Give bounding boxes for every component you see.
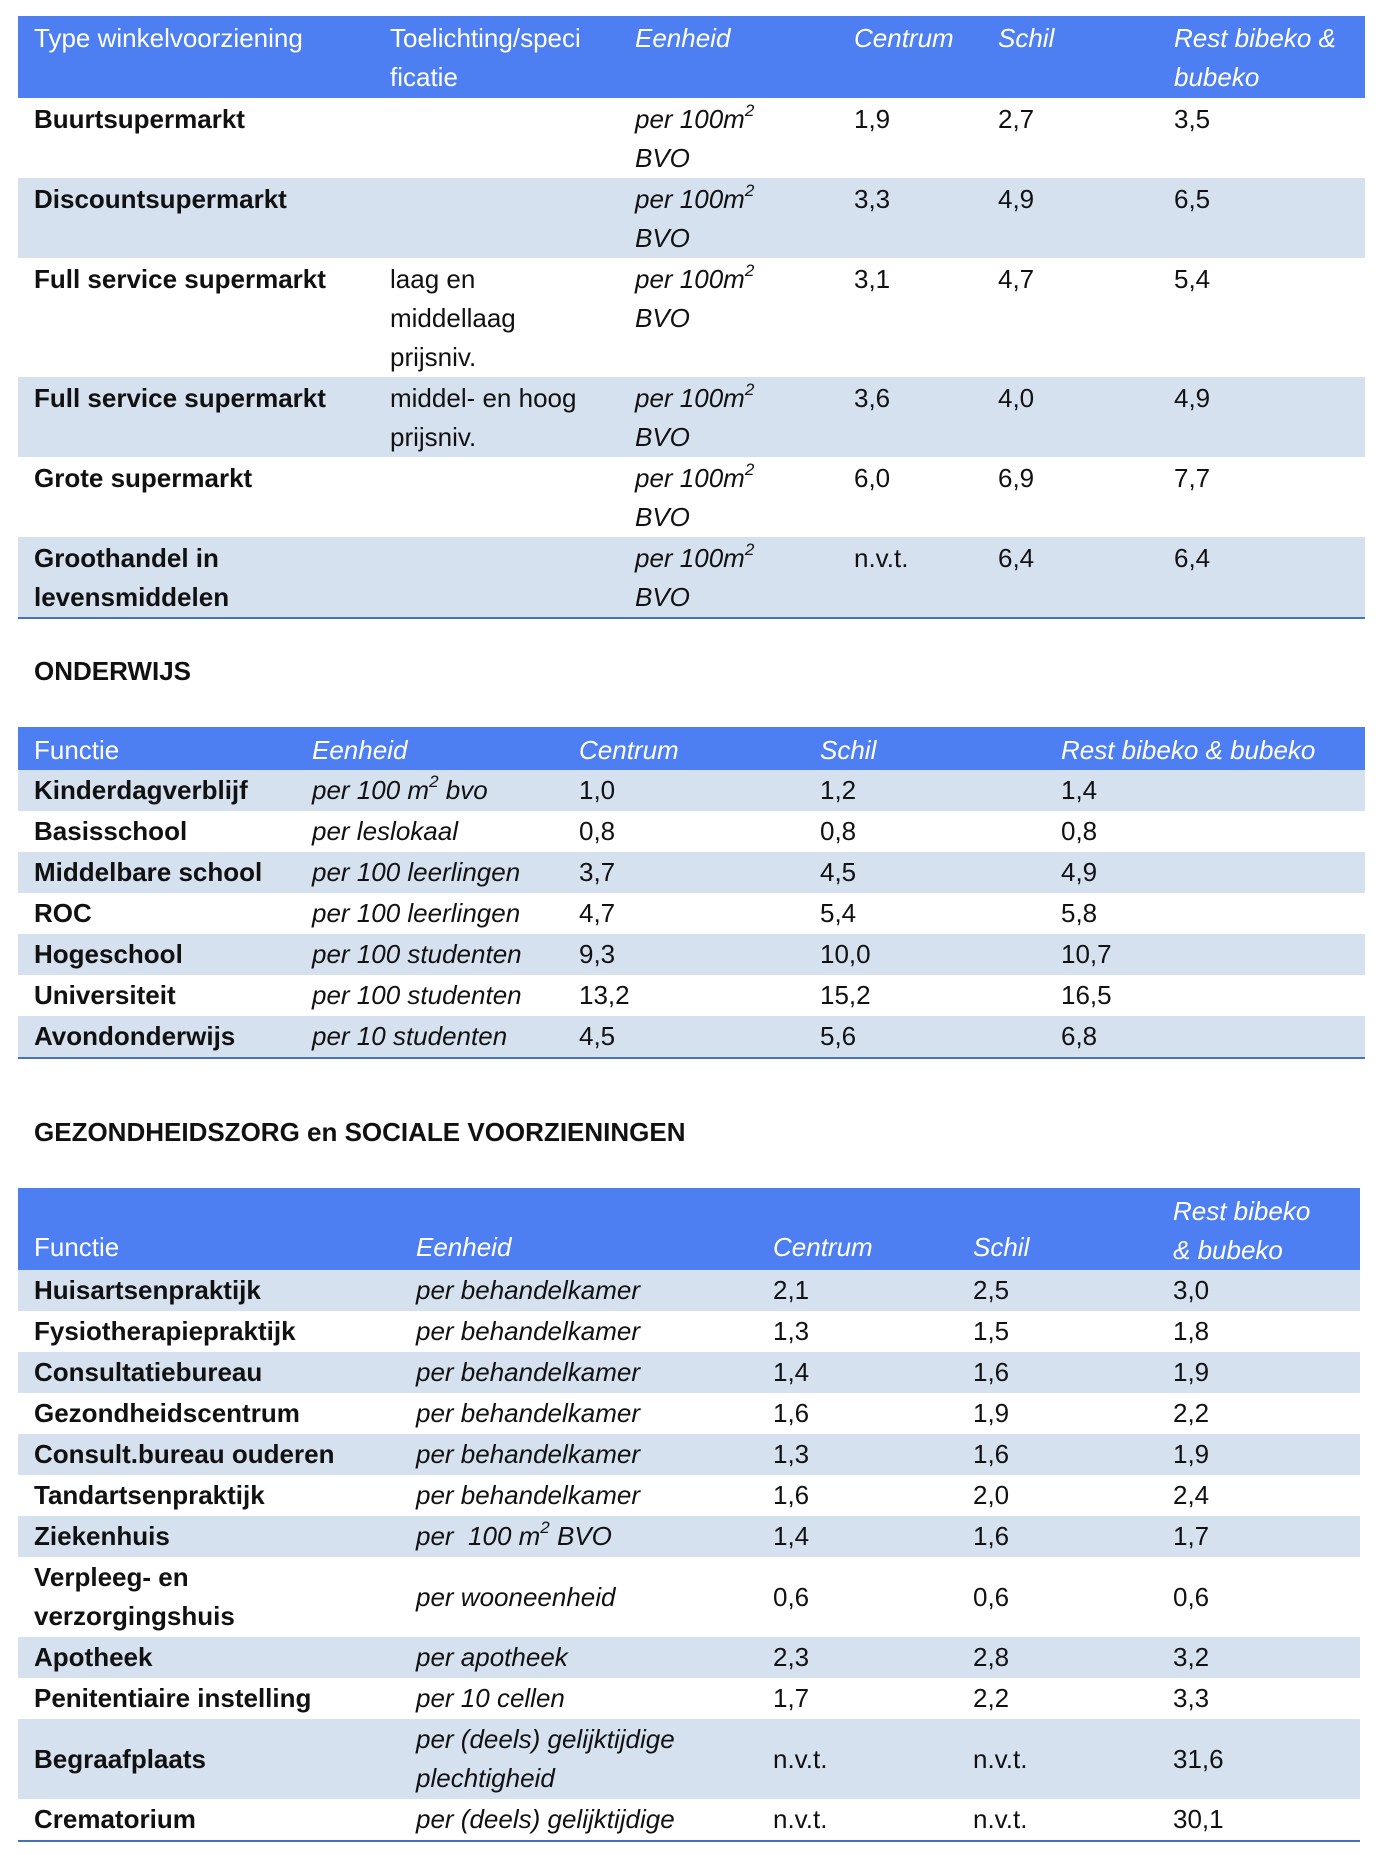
- row-unit: per 100 leerlingen: [312, 898, 521, 928]
- row-name: Groothandel in levensmiddelen: [18, 537, 374, 617]
- col-header-rest: Rest bibeko & bubeko: [1045, 727, 1365, 770]
- row-name: Kinderdagverblijf: [18, 770, 296, 811]
- row-centrum: 0,6: [773, 1581, 810, 1612]
- education-table: [18, 727, 1365, 1059]
- row-schil: 4,0: [982, 377, 1158, 457]
- row-spec: laag en middellaag prijsniv.: [390, 264, 516, 372]
- table-row: [18, 1270, 1360, 1311]
- row-name: Grote supermarkt: [34, 463, 253, 493]
- row-rest: 1,4: [1045, 770, 1365, 811]
- row-schil: 4,9: [982, 178, 1158, 258]
- row-spec: [374, 457, 619, 537]
- row-rest: 4,9: [1158, 377, 1365, 457]
- row-name: Consultatiebureau: [18, 1352, 400, 1393]
- row-centrum: 1,9: [854, 104, 891, 134]
- health-header-row: [18, 1188, 1360, 1270]
- row-centrum: 6,0: [854, 463, 891, 493]
- table-row: [18, 811, 1365, 852]
- row-rest: 5,4: [1174, 264, 1211, 294]
- row-schil: 6,9: [998, 463, 1035, 493]
- row-centrum: 1,0: [563, 770, 804, 811]
- row-rest: 0,8: [1061, 816, 1098, 846]
- row-centrum: 4,5: [563, 1016, 804, 1057]
- row-name: Verpleeg- en verzorgingshuis: [34, 1562, 235, 1631]
- education-header-row: [18, 727, 1365, 770]
- row-centrum: 2,1: [757, 1270, 957, 1311]
- row-unit: per 10 studenten: [296, 1016, 563, 1057]
- row-schil: n.v.t.: [957, 1719, 1157, 1799]
- row-centrum: 1,3: [757, 1434, 957, 1475]
- table-row: [18, 377, 1365, 457]
- row-name: Begraafplaats: [18, 1719, 400, 1799]
- table-row: [18, 1799, 1360, 1840]
- row-unit: per 10 cellen: [416, 1683, 565, 1713]
- row-spec: [374, 178, 619, 258]
- col-header-functie: Functie: [18, 727, 296, 770]
- col-header-centrum: Centrum: [838, 16, 982, 98]
- col-header-spec: Toelichting/speci ficatie: [374, 16, 619, 98]
- table-row: [18, 1637, 1360, 1678]
- row-schil: 2,7: [998, 104, 1035, 134]
- row-schil: 4,5: [804, 852, 1045, 893]
- row-name: Avondonderwijs: [18, 1016, 296, 1057]
- row-schil: 5,6: [804, 1016, 1045, 1057]
- row-centrum: 9,3: [563, 934, 804, 975]
- row-unit: per (deels) gelijktijdige plechtigheid: [400, 1719, 757, 1799]
- table-row: [18, 1434, 1360, 1475]
- table-row: [18, 770, 1365, 811]
- col-header-schil: Schil: [957, 1188, 1157, 1270]
- row-centrum: 4,7: [579, 898, 616, 928]
- col-header-type: Type winkelvoorziening: [18, 16, 374, 98]
- table-row: [18, 258, 1365, 377]
- row-name: Universiteit: [34, 980, 176, 1010]
- retail-table: [18, 16, 1365, 619]
- row-unit: per 100 studenten: [312, 980, 522, 1010]
- row-name: Hogeschool: [18, 934, 296, 975]
- row-rest: 5,8: [1061, 898, 1098, 928]
- row-rest: 1,9: [1157, 1434, 1360, 1475]
- row-name: Huisartsenpraktijk: [18, 1270, 400, 1311]
- row-spec: [374, 537, 619, 617]
- row-name: Full service supermarkt: [18, 377, 374, 457]
- row-centrum: 3,1: [854, 264, 891, 294]
- row-name: Gezondheidscentrum: [34, 1398, 300, 1428]
- row-unit: per behandelkamer: [416, 1316, 641, 1346]
- row-unit: per $100m^2$ BVO: [635, 101, 755, 173]
- row-unit: per $100m^2$ BVO: [619, 178, 838, 258]
- table-row: [18, 1557, 1360, 1637]
- table-row: [18, 1352, 1360, 1393]
- row-name: Apotheek: [18, 1637, 400, 1678]
- table-row: [18, 1393, 1360, 1434]
- table-row: [18, 1516, 1360, 1557]
- row-schil: 1,9: [973, 1398, 1010, 1428]
- table-row: [18, 1475, 1360, 1516]
- row-rest: 7,7: [1174, 463, 1211, 493]
- section-title-gezondheidszorg: GEZONDHEIDSZORG en SOCIALE VOORZIENINGEN: [34, 1117, 686, 1147]
- row-centrum: 0,8: [579, 816, 616, 846]
- health-table: [18, 1188, 1360, 1842]
- row-name: Basisschool: [34, 816, 188, 846]
- row-schil: 0,8: [820, 816, 857, 846]
- retail-header-row: [18, 16, 1365, 98]
- row-schil: 0,6: [973, 1581, 1010, 1612]
- table-row: [18, 1016, 1365, 1057]
- row-unit: per $100m^2$ BVO: [619, 537, 838, 617]
- row-schil: 1,6: [957, 1352, 1157, 1393]
- row-name: Discountsupermarkt: [18, 178, 374, 258]
- row-name: Penitentiaire instelling: [34, 1683, 312, 1713]
- row-rest: 30,1: [1173, 1804, 1224, 1834]
- table-row: [18, 975, 1365, 1016]
- row-rest: 6,5: [1158, 178, 1365, 258]
- row-centrum: 3,3: [838, 178, 982, 258]
- row-unit: per $100m^2$ BVO: [619, 377, 838, 457]
- col-header-schil: Schil: [804, 727, 1045, 770]
- row-centrum: 1,6: [773, 1398, 810, 1428]
- row-unit: per (deels) gelijktijdige: [416, 1804, 675, 1834]
- row-name: Tandartsenpraktijk: [34, 1480, 265, 1510]
- row-schil: 6,4: [982, 537, 1158, 617]
- table-row: [18, 1719, 1360, 1799]
- row-name: Buurtsupermarkt: [34, 104, 245, 134]
- row-centrum: 1,6: [773, 1480, 810, 1510]
- row-unit: per apotheek: [400, 1637, 757, 1678]
- row-unit: per behandelkamer: [400, 1434, 757, 1475]
- row-name: Middelbare school: [18, 852, 296, 893]
- row-unit: per behandelkamer: [400, 1352, 757, 1393]
- row-unit: per 100 $m^2$ bvo: [296, 770, 563, 811]
- table-row: [18, 934, 1365, 975]
- row-name: Full service supermarkt: [34, 264, 326, 294]
- row-centrum: 1,7: [773, 1683, 810, 1713]
- row-unit: per $100m^2$ BVO: [635, 460, 755, 532]
- row-centrum: 13,2: [579, 980, 630, 1010]
- row-unit: per behandelkamer: [416, 1480, 641, 1510]
- row-centrum: 1,4: [757, 1352, 957, 1393]
- table-row: [18, 893, 1365, 934]
- row-unit: per 100 $m^2$ BVO: [400, 1516, 757, 1557]
- row-name: Fysiotherapiepraktijk: [34, 1316, 296, 1346]
- row-schil: 1,6: [957, 1434, 1157, 1475]
- row-rest: 3,3: [1173, 1683, 1210, 1713]
- row-schil: 2,8: [957, 1637, 1157, 1678]
- row-rest: 1,9: [1157, 1352, 1360, 1393]
- row-rest: 3,0: [1157, 1270, 1360, 1311]
- row-unit: per leslokaal: [312, 816, 458, 846]
- table-row: [18, 1678, 1360, 1719]
- row-unit: per $100m^2$ BVO: [635, 261, 755, 333]
- col-header-unit: Eenheid: [619, 16, 838, 98]
- row-schil: 15,2: [820, 980, 871, 1010]
- col-header-centrum: Centrum: [563, 727, 804, 770]
- row-centrum: n.v.t.: [757, 1719, 957, 1799]
- col-header-unit: Eenheid: [296, 727, 563, 770]
- row-rest: 6,4: [1158, 537, 1365, 617]
- row-name: Ziekenhuis: [18, 1516, 400, 1557]
- row-schil: 2,2: [973, 1683, 1010, 1713]
- row-spec: [374, 98, 619, 178]
- row-rest: 3,5: [1174, 104, 1211, 134]
- row-rest: 16,5: [1061, 980, 1112, 1010]
- row-schil: 5,4: [820, 898, 857, 928]
- col-header-rest: Rest bibeko & bubeko: [1158, 16, 1365, 98]
- row-rest: 6,8: [1045, 1016, 1365, 1057]
- row-rest: 1,7: [1157, 1516, 1360, 1557]
- row-schil: 4,7: [998, 264, 1035, 294]
- col-header-schil: Schil: [982, 16, 1158, 98]
- col-header-unit: Eenheid: [400, 1188, 757, 1270]
- table-row: [18, 178, 1365, 258]
- row-spec: middel- en hoog prijsniv.: [374, 377, 619, 457]
- table-row: [18, 852, 1365, 893]
- row-schil: 1,2: [804, 770, 1045, 811]
- row-name: Crematorium: [34, 1804, 196, 1834]
- row-schil: n.v.t.: [973, 1804, 1028, 1834]
- row-schil: 2,5: [957, 1270, 1157, 1311]
- col-header-centrum: Centrum: [757, 1188, 957, 1270]
- row-centrum: 3,7: [563, 852, 804, 893]
- col-header-rest: Rest bibeko & bubeko: [1157, 1188, 1360, 1270]
- row-rest: 1,8: [1173, 1316, 1210, 1346]
- row-centrum: n.v.t.: [773, 1804, 828, 1834]
- row-schil: 10,0: [804, 934, 1045, 975]
- row-rest: 2,4: [1173, 1480, 1210, 1510]
- section-title-onderwijs: ONDERWIJS: [34, 656, 191, 686]
- row-rest: 3,2: [1157, 1637, 1360, 1678]
- row-unit: per wooneenheid: [416, 1581, 616, 1612]
- row-centrum: n.v.t.: [838, 537, 982, 617]
- row-rest: 10,7: [1045, 934, 1365, 975]
- row-rest: 31,6: [1157, 1719, 1360, 1799]
- row-centrum: 2,3: [757, 1637, 957, 1678]
- row-schil: 1,6: [957, 1516, 1157, 1557]
- table-row: [18, 1311, 1360, 1352]
- row-unit: per behandelkamer: [400, 1270, 757, 1311]
- row-centrum: 1,3: [773, 1316, 810, 1346]
- row-name: Consult.bureau ouderen: [18, 1434, 400, 1475]
- col-header-functie: Functie: [18, 1188, 400, 1270]
- table-row: [18, 537, 1365, 617]
- row-unit: per 100 studenten: [296, 934, 563, 975]
- row-rest: 2,2: [1173, 1398, 1210, 1428]
- table-row: [18, 98, 1365, 178]
- row-rest: 4,9: [1045, 852, 1365, 893]
- row-rest: 0,6: [1173, 1581, 1210, 1612]
- row-name: ROC: [34, 898, 92, 928]
- row-centrum: 3,6: [838, 377, 982, 457]
- row-schil: 2,0: [973, 1480, 1010, 1510]
- row-centrum: 1,4: [757, 1516, 957, 1557]
- table-row: [18, 457, 1365, 537]
- row-schil: 1,5: [973, 1316, 1010, 1346]
- row-unit: per behandelkamer: [416, 1398, 641, 1428]
- row-unit: per 100 leerlingen: [296, 852, 563, 893]
